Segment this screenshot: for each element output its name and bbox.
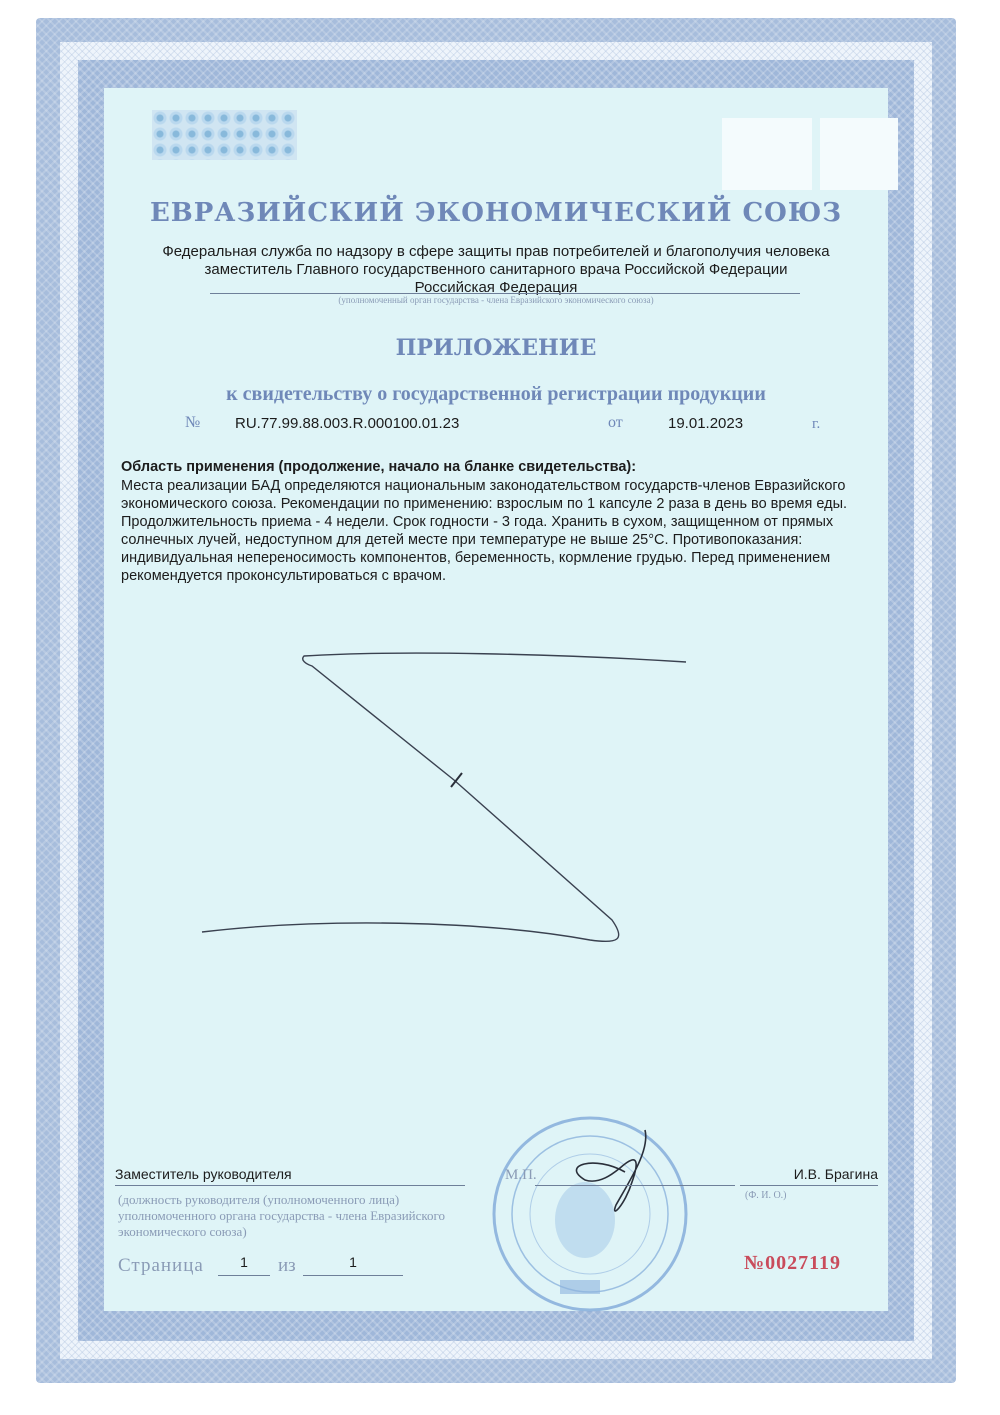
page-label: Страница — [118, 1255, 204, 1276]
of-label: из — [278, 1255, 296, 1276]
signer-name: И.В. Брагина — [793, 1166, 878, 1182]
authority-line-3: Российская Федерация — [414, 279, 578, 296]
current-page-underline — [218, 1275, 270, 1276]
from-label: от — [608, 414, 623, 431]
annex-subtitle: к свидетельству о государственной регистрации продукции — [226, 383, 766, 405]
position-underline — [115, 1185, 465, 1186]
certificate-date: 19.01.2023 — [668, 415, 744, 432]
current-page: 1 — [240, 1254, 248, 1270]
form-serial-number: №0027119 — [744, 1252, 841, 1274]
annex-title: ПРИЛОЖЕНИЕ — [395, 335, 597, 361]
authority-line-2: заместитель Главного государственного санитарного врача Российской Федерации — [204, 261, 788, 278]
number-label: № — [185, 414, 201, 431]
authority-line-1: Федеральная служба по надзору в сфере защиты прав потребителей и благополучия человека — [162, 243, 830, 260]
total-pages: 1 — [349, 1254, 357, 1270]
stamp-place-label: М.П. — [505, 1167, 537, 1183]
total-pages-underline — [303, 1275, 403, 1276]
scope-text: Места реализации БАД определяются национальным законодательством государств-членов Евразийского экономического союза. Рекомендации по применению: взрослым по 1 капсуле 2 раза в день во время еды. Продолжительность приема - 4 недели. Срок годности - 3 года. Хранить в сухом, защищенном от прямых солнечных лучей, недоступном для детей месте при температуре не выше 25°C. Противопоказания: индивидуальная непереносимость компонентов, беременность, кормление грудью. Перед применением рекомендуется проконсультироваться с врачом. — [121, 478, 848, 584]
signer-position: Заместитель руководителя — [115, 1166, 292, 1182]
certificate-number: RU.77.99.88.003.R.000100.01.23 — [235, 415, 460, 432]
name-underline — [740, 1185, 878, 1186]
authority-caption: (уполномоченный орган государства - члена Евразийского экономического союза) — [338, 295, 654, 305]
official-seal-stamp — [490, 1110, 730, 1350]
year-suffix: г. — [812, 416, 821, 432]
signature-line — [535, 1185, 735, 1186]
union-title: ЕВРАЗИЙСКИЙ ЭКОНОМИЧЕСКИЙ СОЮЗ — [149, 198, 843, 228]
name-caption: (Ф. И. О.) — [745, 1190, 787, 1201]
position-caption: (должность руководителя (уполномоченного лица) уполномоченного органа государства - члена Евразийского экономического союза) — [118, 1192, 446, 1239]
scope-heading: Область применения (продолжение, начало на бланке свидетельства): — [121, 459, 637, 475]
